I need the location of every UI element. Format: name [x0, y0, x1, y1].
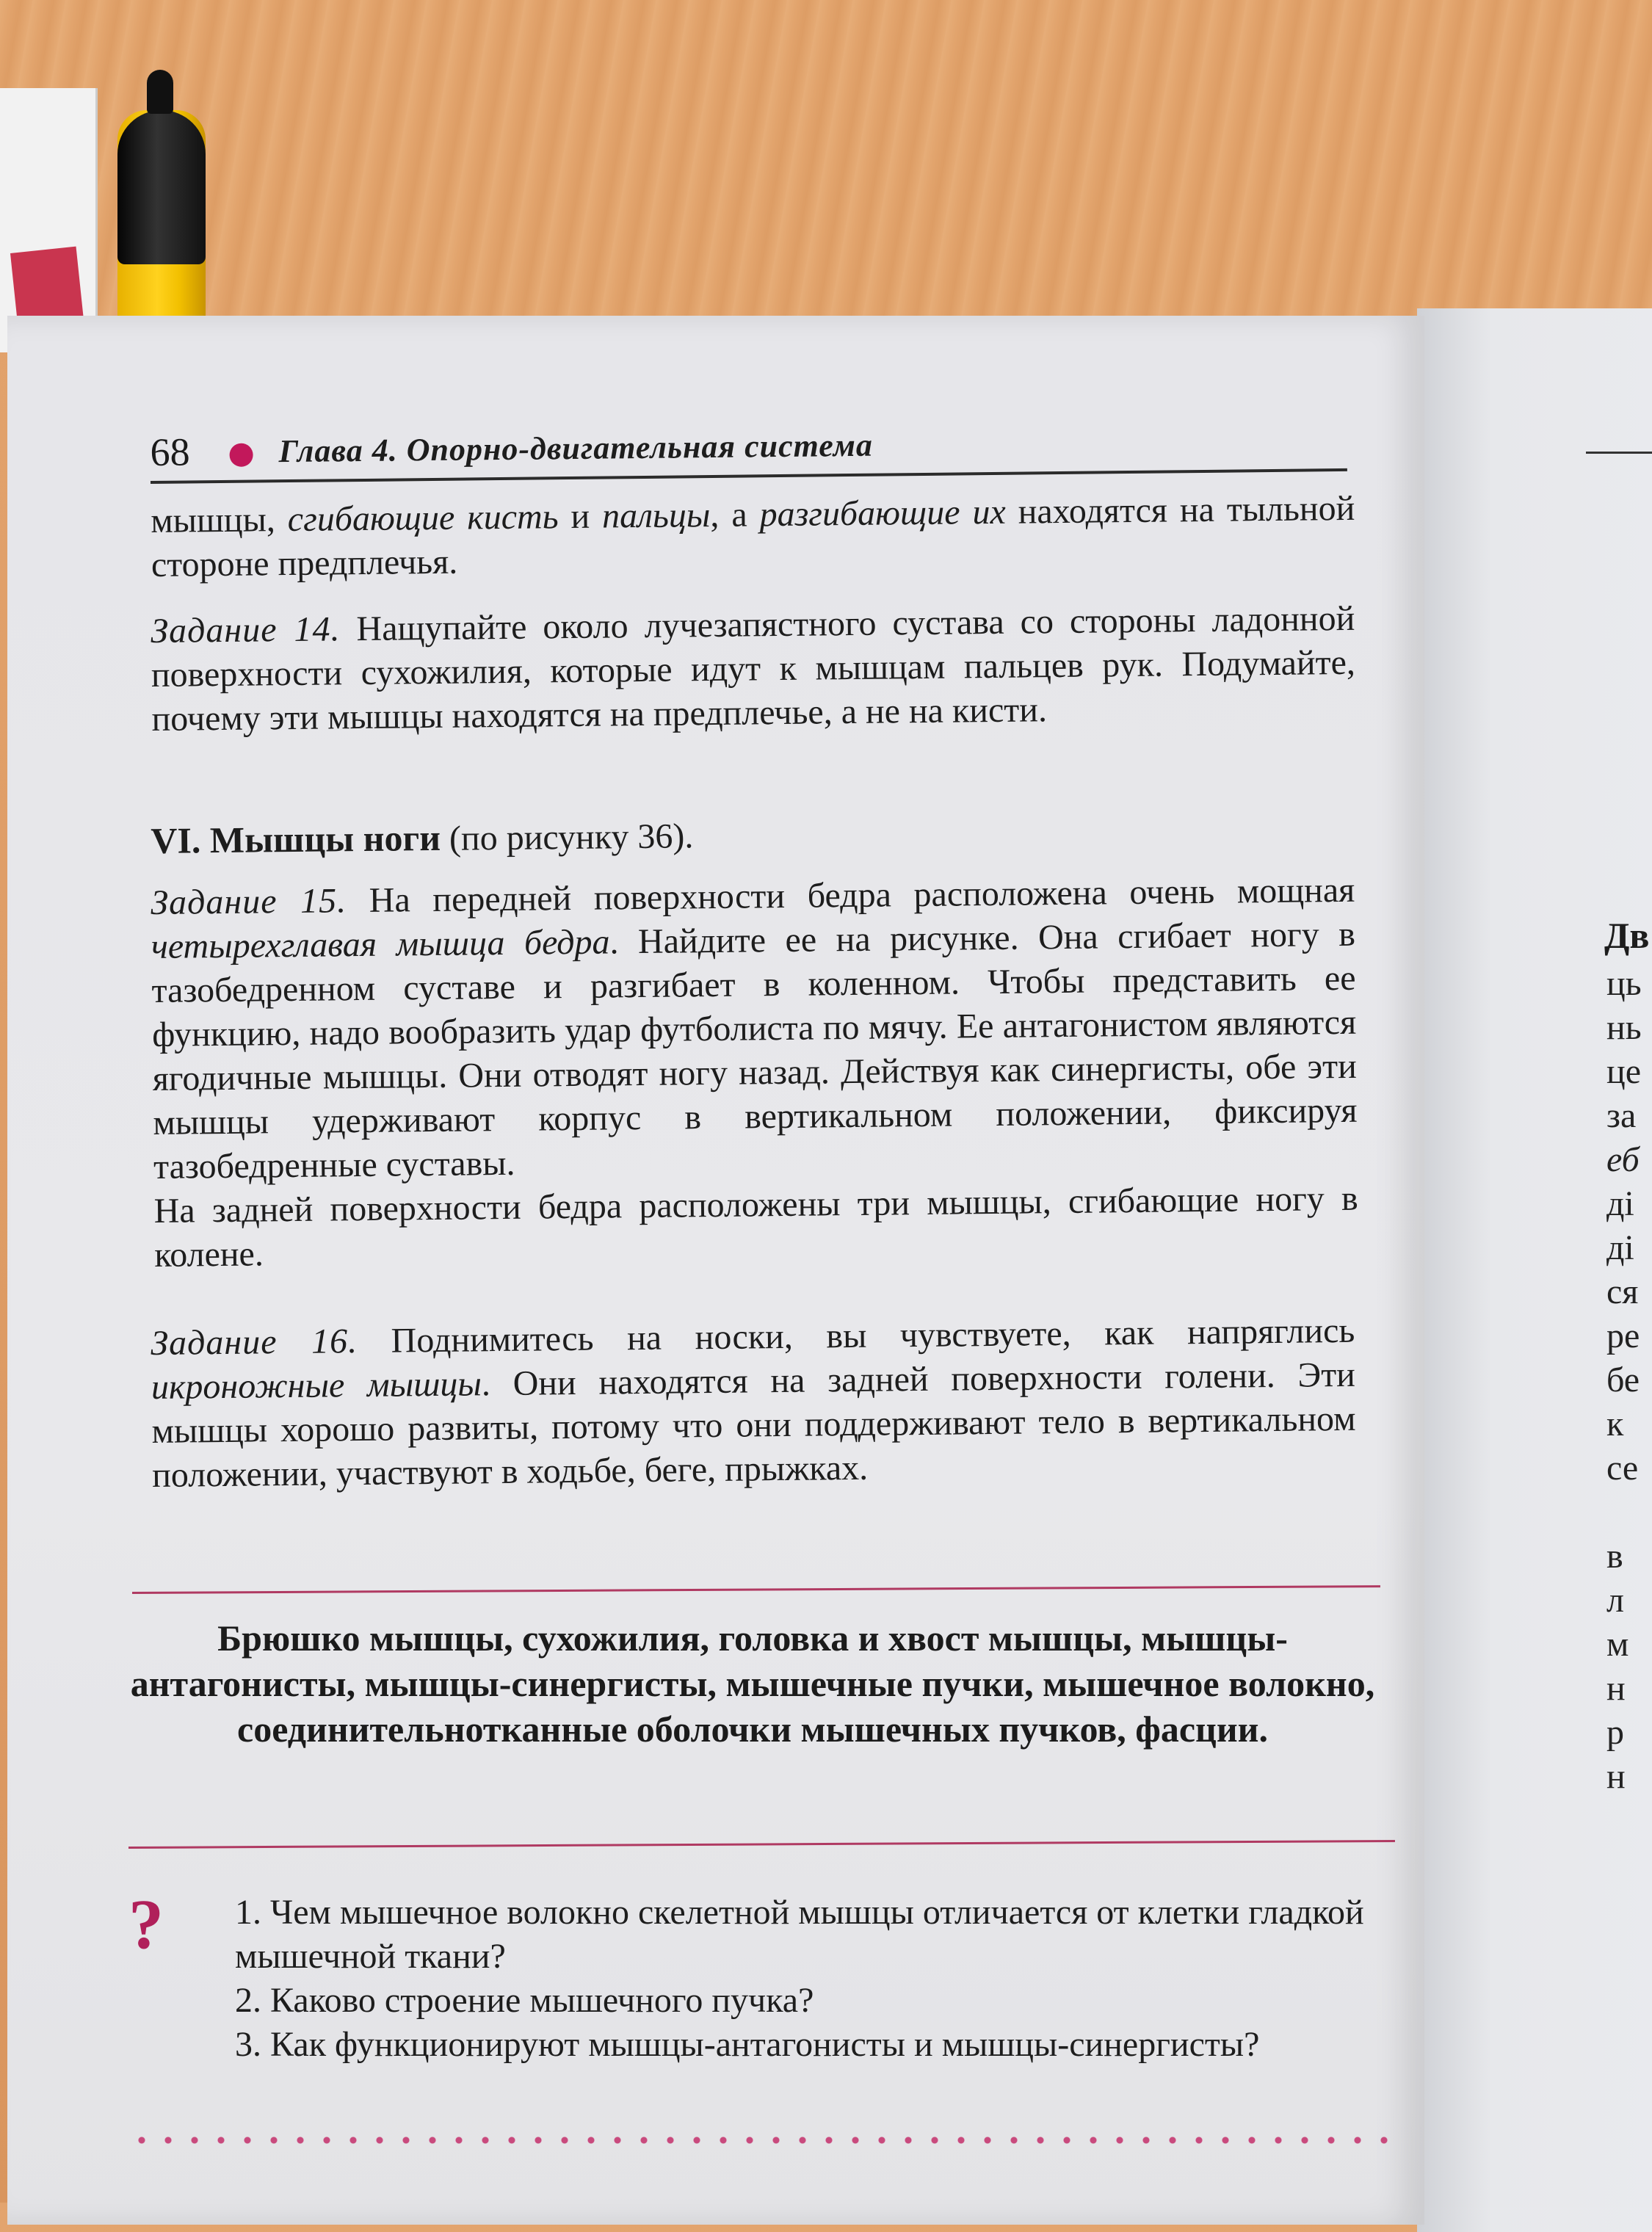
- task-text: . Найдите ее на рисунке. Она сгибает ногу в тазобедренном суставе и разгибает в коленном. Чтобы представить ее функцию, надо вообразить удар футболиста по мячу. Ее антагонистом являются ягодичные мышцы. Они отводят ногу назад. Действуя как синергисты, обе эти мышцы удерживают корпус в вертикальном положении, фиксируя тазобедренные суставы.: [151, 914, 1358, 1186]
- chapter-title: Глава 4. Опорно-двигательная система: [278, 427, 874, 470]
- right-page-fragment: за: [1606, 1096, 1637, 1135]
- task-14: [151, 597, 1356, 742]
- right-page-fragment: це: [1606, 1052, 1641, 1091]
- pen-cap: [117, 110, 206, 264]
- task-label: Задание 14.: [151, 609, 341, 651]
- right-page-fragment: р: [1606, 1713, 1624, 1752]
- right-page-fragment: се: [1606, 1449, 1639, 1488]
- question-item: 3. Как функционируют мышцы-антагонисты и мышцы-синергисты?: [235, 2025, 1260, 2064]
- paragraph-continuation: [151, 487, 1355, 587]
- question-item: 2. Каково строение мышечного пучка?: [235, 1981, 814, 2020]
- page-number: 68: [150, 430, 190, 475]
- right-page-fragment: нь: [1606, 1008, 1642, 1047]
- task-text: На передней поверхности бедра расположена очень мощная: [346, 870, 1355, 921]
- right-page-fragment: бе: [1606, 1360, 1640, 1399]
- key-terms: Брюшко мышцы, сухожилия, головка и хвост мышцы, мышцы-антагонисты, мышцы-синергисты, мышечные пучки, мышечное волокно, соединительнотканные оболочки мышечных пучков, фасции.: [130, 1617, 1375, 1750]
- right-page-fragments: [1606, 962, 1652, 1799]
- right-page-fragment: к: [1606, 1405, 1624, 1443]
- text-span: мышцы,: [151, 500, 289, 540]
- text-span: , а: [710, 495, 760, 535]
- right-page-fragment: ре: [1606, 1316, 1640, 1355]
- italic-term: пальцы: [601, 496, 711, 536]
- task-text: Поднимитесь на носки, вы чувствуете, как напряглись: [357, 1311, 1355, 1361]
- text-span: находятся на тыльной стороне предплечья.: [151, 488, 1355, 584]
- right-page-header-rule: [1586, 452, 1652, 454]
- section-title: VI. Мышцы ноги: [151, 816, 441, 861]
- right-page-fragment: ді: [1606, 1228, 1634, 1267]
- dotted-separator: [128, 2137, 1391, 2144]
- desk-surface: [0, 0, 1652, 345]
- right-page-fragment: л: [1606, 1581, 1624, 1620]
- task-16: [151, 1309, 1356, 1498]
- section-reference: (по рисунку 36).: [440, 816, 694, 858]
- right-page-fragment: еб: [1606, 1140, 1640, 1179]
- italic-term: икроножные мышцы: [151, 1364, 482, 1407]
- right-page-fragment: ць: [1606, 964, 1642, 1003]
- right-page-fragment: ді: [1606, 1184, 1634, 1223]
- task-text: Нащупайте около лучезапястного сустава со стороны ладонной поверхности сухожилия, которые идут к мышцам пальцев рук. Подумайте, почему эти мышцы находятся на предплечье, а не на кисти.: [151, 598, 1356, 739]
- right-page-fragment: н: [1606, 1669, 1626, 1708]
- right-page-fragment: ся: [1606, 1272, 1639, 1311]
- right-page-fragment: [1606, 1490, 1652, 1534]
- right-page-heading: Дв: [1604, 915, 1650, 956]
- italic-term: четырехглавая мышца бедра: [151, 922, 610, 966]
- review-questions: [235, 1891, 1402, 2067]
- task-text: . Они находятся на задней поверхности голени. Эти мышцы хорошо развиты, потому что они поддерживают тело в вертикальном положении, участвуют в ходьбе, беге, прыжках.: [151, 1355, 1356, 1495]
- text-span: и: [558, 496, 603, 537]
- pen-tip: [147, 70, 173, 114]
- right-page-fragment: м: [1606, 1625, 1629, 1664]
- task-15-addendum: На задней поверхности бедра расположены три мышцы, сгибающие ногу в колене.: [153, 1178, 1358, 1275]
- italic-term: сгибающие кисть: [287, 497, 559, 540]
- question-item: 1. Чем мышечное волокно скелетной мышцы отличается от клетки гладкой мышечной ткани?: [235, 1893, 1364, 1976]
- task-15: [151, 869, 1359, 1278]
- question-mark-icon: ?: [128, 1885, 164, 1963]
- bullet-dot-icon: [229, 443, 253, 467]
- right-page-fragment: в: [1606, 1537, 1623, 1576]
- italic-term: разгибающие их: [759, 492, 1007, 535]
- task-label: Задание 15.: [151, 881, 347, 922]
- right-page-fragment: н: [1606, 1757, 1626, 1796]
- task-label: Задание 16.: [151, 1322, 358, 1363]
